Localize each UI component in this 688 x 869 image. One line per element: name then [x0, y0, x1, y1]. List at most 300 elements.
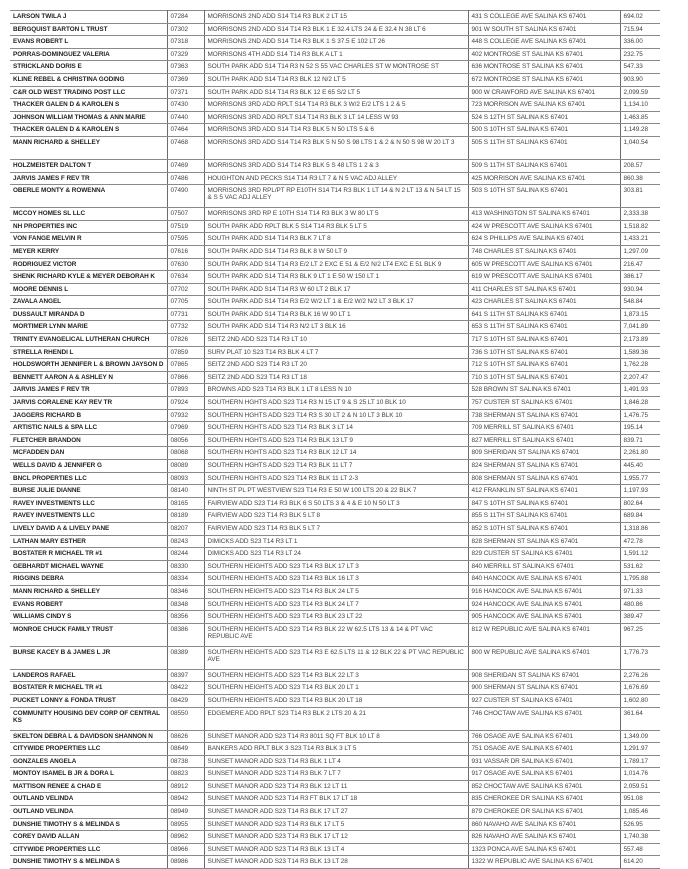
- amount-due: 2,333.38: [620, 208, 660, 221]
- legal-description: SOUTH PARK ADD S14 T14 R3 BLK 9 LT 1 E 50 W 150 LT 1: [204, 271, 468, 284]
- table-row: [10, 422, 660, 435]
- owner-name: C&R OLD WEST TRADING POST LLC: [10, 86, 167, 99]
- legal-description: SOUTHERN HGHTS ADD S23 T14 R3 BLK 11 LT 7: [204, 460, 468, 473]
- legal-description: FAIRVIEW ADD S23 T14 R3 BLK 5 LT 7: [204, 522, 468, 535]
- owner-name: CITYWIDE PROPERTIES LLC: [10, 743, 167, 756]
- table-row: [10, 730, 660, 743]
- owner-name: DUSSAULT MIRANDA D: [10, 308, 167, 321]
- property-address: 509 S 11TH ST SALINA KS 67401: [468, 159, 620, 172]
- table-row: [10, 36, 660, 49]
- owner-name: JAGGERS RICHARD B: [10, 409, 167, 422]
- owner-name: VON FANGE MELVIN R: [10, 233, 167, 246]
- parcel-number: 07440: [167, 111, 204, 124]
- legal-description: SOUTH PARK ADD S14 T14 R3 BLK 7 LT 8: [204, 233, 468, 246]
- amount-due: 1,776.73: [620, 646, 660, 669]
- amount-due: 2,173.89: [620, 334, 660, 347]
- property-address: 812 W REPUBLIC AVE SALINA KS 67401: [468, 623, 620, 646]
- table-row: [10, 818, 660, 831]
- amount-due: 1,134.10: [620, 99, 660, 112]
- property-address: 824 SHERMAN ST SALINA KS 67401: [468, 460, 620, 473]
- parcel-number: 07702: [167, 283, 204, 296]
- table-row: [10, 535, 660, 548]
- owner-name: BURSE JULIE DIANNE: [10, 485, 167, 498]
- legal-description: SUNSET MANOR ADD S23 T14 R3 BLK 17 LT 5: [204, 818, 468, 831]
- amount-due: 802.64: [620, 497, 660, 510]
- parcel-number: 08429: [167, 694, 204, 707]
- legal-description: SUNSET MANOR ADD S23 T14 R3 FT BLK 17 LT 18: [204, 793, 468, 806]
- property-address: 528 BROWN ST SALINA KS 67401: [468, 384, 620, 397]
- table-row: [10, 346, 660, 359]
- owner-name: JARVIS JAMES F REV TR: [10, 172, 167, 185]
- property-address: 425 MORRISON AVE SALINA KS 67401: [468, 172, 620, 185]
- parcel-number: 07705: [167, 296, 204, 309]
- owner-name: CITYWIDE PROPERTIES LLC: [10, 843, 167, 856]
- owner-name: ZAVALA ANGEL: [10, 296, 167, 309]
- amount-due: 1,873.15: [620, 308, 660, 321]
- amount-due: 1,846.28: [620, 397, 660, 410]
- parcel-number: 07363: [167, 61, 204, 74]
- owner-name: FLETCHER BRANDON: [10, 434, 167, 447]
- legal-description: SOUTHERN HEIGHTS ADD S23 T14 R3 BLK 20 LT 1: [204, 682, 468, 695]
- owner-name: JARVIS JAMES F REV TR: [10, 384, 167, 397]
- amount-due: 386.17: [620, 271, 660, 284]
- legal-description: SOUTHERN HGHTS ADD S23 T14 R3 N 15 LT 9 & S 25 LT 10 BLK 10: [204, 397, 468, 410]
- owner-name: MCFADDEN DAN: [10, 447, 167, 460]
- amount-due: 2,059.51: [620, 780, 660, 793]
- parcel-number: 08942: [167, 793, 204, 806]
- parcel-number: 08334: [167, 573, 204, 586]
- owner-name: JARVIS CORALENE KAY REV TR: [10, 397, 167, 410]
- table-row: [10, 611, 660, 624]
- owner-name: LIVELY DAVID A & LIVELY PANE: [10, 522, 167, 535]
- owner-name: COMMUNITY HOUSING DEV CORP OF CENTRAL KS: [10, 707, 167, 730]
- owner-name: KLINE REBEL & CHRISTINA GODING: [10, 73, 167, 86]
- property-address: 901 W SOUTH ST SALINA KS 67401: [468, 23, 620, 36]
- owner-name: MOORE DENNIS L: [10, 283, 167, 296]
- parcel-number: 08550: [167, 707, 204, 730]
- parcel-number: 08626: [167, 730, 204, 743]
- legal-description: SOUTHERN HGHTS ADD S23 T14 R3 BLK 13 LT 9: [204, 434, 468, 447]
- parcel-number: 08389: [167, 646, 204, 669]
- table-row: [10, 646, 660, 669]
- amount-due: 1,014.76: [620, 768, 660, 781]
- table-row: [10, 73, 660, 86]
- amount-due: 472.78: [620, 535, 660, 548]
- property-address: 423 CHARLES ST SALINA KS 67401: [468, 296, 620, 309]
- owner-name: JOHNSON WILLIAM THOMAS & ANN MARIE: [10, 111, 167, 124]
- property-address: 931 VASSAR DR SALINA KS 67401: [468, 755, 620, 768]
- owner-name: SKELTON DEBRA L & DAVIDSON SHANNON N: [10, 730, 167, 743]
- table-row: [10, 669, 660, 682]
- legal-description: MORRISONS 3RD ADD S14 T14 R3 BLK 5 N 50 LTS 5 & 6: [204, 124, 468, 137]
- parcel-number: 07486: [167, 172, 204, 185]
- owner-name: STRELLA RHENDI L: [10, 346, 167, 359]
- table-row: [10, 308, 660, 321]
- legal-description: SUNSET MANOR ADD S23 T14 R3 BLK 13 LT 4: [204, 843, 468, 856]
- property-address: 746 CHOCTAW AVE SALINA KS 67401: [468, 707, 620, 730]
- property-address: 503 S 10TH ST SALINA KS 67401: [468, 185, 620, 208]
- parcel-number: 07616: [167, 245, 204, 258]
- legal-description: SOUTHERN HEIGHTS ADD S23 T14 R3 BLK 23 LT 22: [204, 611, 468, 624]
- legal-description: SUNSET MANOR ADD S23 T14 R3 BLK 17 LT 27: [204, 806, 468, 819]
- owner-name: OBERLE MONTY & ROWENNA: [10, 185, 167, 208]
- amount-due: 548.84: [620, 296, 660, 309]
- legal-description: SOUTHERN HEIGHTS ADD S23 T14 R3 BLK 24 LT 7: [204, 598, 468, 611]
- owner-name: LARSON TWILA J: [10, 11, 167, 24]
- amount-due: 903.90: [620, 73, 660, 86]
- amount-due: 526.95: [620, 818, 660, 831]
- table-row: [10, 371, 660, 384]
- amount-due: 967.25: [620, 623, 660, 646]
- legal-description: FAIRVIEW ADD S23 T14 R3 BLK 5 LT 8: [204, 510, 468, 523]
- legal-description: MORRISONS 2ND ADD S14 T14 R3 BLK 2 LT 15: [204, 11, 468, 24]
- table-row: [10, 793, 660, 806]
- amount-due: 557.48: [620, 843, 660, 856]
- legal-description: SOUTHERN HEIGHTS ADD S23 T14 R3 E 62.5 LTS 11 & 12 BLK 22 & PT VAC REPUBLIC AVE: [204, 646, 468, 669]
- parcel-number: 07468: [167, 136, 204, 159]
- property-address: 1323 PONCA AVE SALINA KS 67401: [468, 843, 620, 856]
- table-row: [10, 86, 660, 99]
- property-address: 927 CUSTER ST SALINA KS 67401: [468, 694, 620, 707]
- parcel-number: 08738: [167, 755, 204, 768]
- legal-description: SOUTHERN HGHTS ADD S23 T14 R3 BLK 3 LT 14: [204, 422, 468, 435]
- parcel-number: 08207: [167, 522, 204, 535]
- property-address: 412 FRANKLIN ST SALINA KS 67401: [468, 485, 620, 498]
- legal-description: SOUTH PARK ADD RPLT BLK 5 S14 T14 R3 BLK 5 LT 5: [204, 220, 468, 233]
- legal-description: SOUTHERN HEIGHTS ADD S23 T14 R3 BLK 22 LT 3: [204, 669, 468, 682]
- legal-description: SEITZ 2ND ADD S23 T14 R3 LT 18: [204, 371, 468, 384]
- parcel-number: 08056: [167, 434, 204, 447]
- property-address: 879 CHEROKEE DR SALINA KS 67401: [468, 806, 620, 819]
- amount-due: 1,433.21: [620, 233, 660, 246]
- property-address: 710 S 10TH ST SALINA KS 67401: [468, 371, 620, 384]
- legal-description: SUNSET MANOR ADD S23 T14 R3 BLK 1 LT 4: [204, 755, 468, 768]
- parcel-number: 08949: [167, 806, 204, 819]
- property-address: 411 CHARLES ST SALINA KS 67401: [468, 283, 620, 296]
- legal-description: SOUTH PARK ADD S14 T14 R3 N 52 S 55 VAC CHARLES ST W MONTROSE ST: [204, 61, 468, 74]
- owner-name: THACKER GALEN D & KAROLEN S: [10, 124, 167, 137]
- owner-name: LATHAN MARY ESTHER: [10, 535, 167, 548]
- table-row: [10, 510, 660, 523]
- table-row: [10, 548, 660, 561]
- parcel-number: 08356: [167, 611, 204, 624]
- property-address: 757 CUSTER ST SALINA KS 67401: [468, 397, 620, 410]
- legal-description: BANKERS ADD RPLT BLK 3 S23 T14 R3 BLK 3 LT 5: [204, 743, 468, 756]
- table-row: [10, 434, 660, 447]
- legal-description: BROWNS ADD S23 T14 R3 BLK 1 LT 8 LESS N 10: [204, 384, 468, 397]
- owner-name: RAVEY INVESTMENTS LLC: [10, 497, 167, 510]
- table-row: [10, 694, 660, 707]
- table-row: [10, 136, 660, 159]
- amount-due: 1,291.97: [620, 743, 660, 756]
- amount-due: 1,040.54: [620, 136, 660, 159]
- amount-due: 689.84: [620, 510, 660, 523]
- owner-name: HOLDSWORTH JENNIFER L & BROWN JAYSON D: [10, 359, 167, 372]
- amount-due: 303.81: [620, 185, 660, 208]
- owner-name: WILLIAMS CINDY S: [10, 611, 167, 624]
- amount-due: 1,491.93: [620, 384, 660, 397]
- legal-description: SOUTH PARK ADD S14 T14 R3 E/2 LT 2 EXC E 51 & E/2 N/2 LT4 EXC E 51 BLK 9: [204, 258, 468, 271]
- parcel-number: 07634: [167, 271, 204, 284]
- legal-description: SOUTH PARK ADD S14 T14 R3 E/2 W/2 LT 1 & E/2 W/2 N/2 LT 3 BLK 17: [204, 296, 468, 309]
- table-row: [10, 755, 660, 768]
- property-address: 852 CHOCTAW AVE SALINA KS 67401: [468, 780, 620, 793]
- amount-due: 1,085.46: [620, 806, 660, 819]
- parcel-number: 07932: [167, 409, 204, 422]
- parcel-number: 08955: [167, 818, 204, 831]
- property-address: 852 S 10TH ST SALINA KS 67401: [468, 522, 620, 535]
- parcel-number: 07490: [167, 185, 204, 208]
- owner-name: MORTIMER LYNN MARIE: [10, 321, 167, 334]
- parcel-number: 08823: [167, 768, 204, 781]
- property-address: 500 S 10TH ST SALINA KS 67401: [468, 124, 620, 137]
- parcel-number: 08912: [167, 780, 204, 793]
- property-address: 605 W PRESCOTT AVE SALINA KS 67401: [468, 258, 620, 271]
- property-address: 826 NAVAHO AVE SALINA KS 67401: [468, 831, 620, 844]
- parcel-number: 08386: [167, 623, 204, 646]
- amount-due: 195.14: [620, 422, 660, 435]
- legal-description: MORRISONS 4TH ADD S14 T14 R3 BLK A LT 1: [204, 48, 468, 61]
- owner-name: RIGGINS DEBRA: [10, 573, 167, 586]
- property-address: 827 MERRILL ST SALINA KS 67401: [468, 434, 620, 447]
- amount-due: 445.40: [620, 460, 660, 473]
- table-row: [10, 598, 660, 611]
- parcel-number: 07630: [167, 258, 204, 271]
- amount-due: 232.75: [620, 48, 660, 61]
- legal-description: HOUGHTON AND PECKS S14 T14 R3 LT 7 & N 5 VAC ADJ ALLEY: [204, 172, 468, 185]
- property-address: 619 W PRESCOTT AVE SALINA KS 67401: [468, 271, 620, 284]
- table-row: [10, 522, 660, 535]
- table-row: [10, 682, 660, 695]
- legal-description: MORRISONS 3RD RPL/PT RP E10TH S14 T14 R3 BLK 1 LT 14 & N 2 LT 13 & N 54 LT 15 & S 5 VAC ADJ ALLEY: [204, 185, 468, 208]
- parcel-number: 08966: [167, 843, 204, 856]
- property-address: 808 SHERMAN ST SALINA KS 67401: [468, 472, 620, 485]
- owner-name: MONROE CHUCK FAMILY TRUST: [10, 623, 167, 646]
- table-row: [10, 856, 660, 869]
- parcel-number: 07284: [167, 11, 204, 24]
- owner-name: MCCOY HOMES SL LLC: [10, 208, 167, 221]
- table-row: [10, 283, 660, 296]
- property-address: 900 W CRAWFORD AVE SALINA KS 67401: [468, 86, 620, 99]
- amount-due: 1,591.12: [620, 548, 660, 561]
- property-address: 917 OSAGE AVE SALINA KS 67401: [468, 768, 620, 781]
- table-row: [10, 485, 660, 498]
- property-address: 916 HANCOCK AVE SALINA KS 67401: [468, 585, 620, 598]
- property-address: 424 W PRESCOTT AVE SALINA KS 67401: [468, 220, 620, 233]
- parcel-number: 07430: [167, 99, 204, 112]
- amount-due: 547.33: [620, 61, 660, 74]
- owner-name: PORRAS-DOMINGUEZ VALERIA: [10, 48, 167, 61]
- owner-name: RAVEY INVESTMENTS LLC: [10, 510, 167, 523]
- amount-due: 389.47: [620, 611, 660, 624]
- property-address: 413 WASHINGTON ST SALINA KS 67401: [468, 208, 620, 221]
- owner-name: MATTISON RENEE & CHAD E: [10, 780, 167, 793]
- legal-description: SUNSET MANOR ADD S23 T14 R3 8011 SQ FT BLK 10 LT 8: [204, 730, 468, 743]
- owner-name: RODRIGUEZ VICTOR: [10, 258, 167, 271]
- parcel-number: 08422: [167, 682, 204, 695]
- parcel-number: 08986: [167, 856, 204, 869]
- table-row: [10, 334, 660, 347]
- property-address: 835 CHEROKEE DR SALINA KS 67401: [468, 793, 620, 806]
- table-row: [10, 397, 660, 410]
- table-row: [10, 460, 660, 473]
- table-row: [10, 843, 660, 856]
- amount-due: 715.94: [620, 23, 660, 36]
- amount-due: 2,276.26: [620, 669, 660, 682]
- legal-description: MORRISONS 3RD ADD RPLT S14 T14 R3 BLK 3 W/2 E/2 LTS 1 2 & 5: [204, 99, 468, 112]
- table-row: [10, 48, 660, 61]
- legal-description: MORRISONS 3RD ADD RPLT S14 T14 R3 BLK 3 LT 14 LESS W 93: [204, 111, 468, 124]
- parcel-number: 08330: [167, 560, 204, 573]
- table-row: [10, 296, 660, 309]
- parcel-number: 07329: [167, 48, 204, 61]
- owner-name: PUCKET LONNY & FONDA TRUST: [10, 694, 167, 707]
- owner-name: STRICKLAND DORIS E: [10, 61, 167, 74]
- property-tax-table: [10, 10, 660, 869]
- parcel-number: 08348: [167, 598, 204, 611]
- owner-name: COREY DAVID ALLAN: [10, 831, 167, 844]
- parcel-number: 07302: [167, 23, 204, 36]
- table-row: [10, 61, 660, 74]
- table-row: [10, 384, 660, 397]
- parcel-number: 07318: [167, 36, 204, 49]
- legal-description: SOUTHERN HEIGHTS ADD S23 T14 R3 BLK 22 W 62.5 LTS 13 & 14 & PT VAC REPUBLIC AVE: [204, 623, 468, 646]
- table-row: [10, 159, 660, 172]
- table-row: [10, 99, 660, 112]
- amount-due: 1,197.93: [620, 485, 660, 498]
- table-row: [10, 707, 660, 730]
- amount-due: 971.33: [620, 585, 660, 598]
- property-address: 736 S 10TH ST SALINA KS 67401: [468, 346, 620, 359]
- owner-name: NH PROPERTIES INC: [10, 220, 167, 233]
- owner-name: MANN RICHARD & SHELLEY: [10, 136, 167, 159]
- amount-due: 1,318.86: [620, 522, 660, 535]
- table-row: [10, 780, 660, 793]
- owner-name: GEBHARDT MICHAEL WAYNE: [10, 560, 167, 573]
- legal-description: NINTH ST PL PT WESTVIEW S23 T14 R3 E 50 W 100 LTS 20 & 22 BLK 7: [204, 485, 468, 498]
- parcel-number: 08093: [167, 472, 204, 485]
- property-address: 828 SHERMAN ST SALINA KS 67401: [468, 535, 620, 548]
- legal-description: FAIRVIEW ADD S23 T14 R3 BLK 6 S 50 LTS 3 & 4 & E 10 N 50 LT 3: [204, 497, 468, 510]
- legal-description: SOUTH PARK ADD S14 T14 R3 BLK 8 W 50 LT 9: [204, 245, 468, 258]
- legal-description: MORRISONS 3RD ADD S14 T14 R3 BLK 5 S 48 LTS 1 2 & 3: [204, 159, 468, 172]
- parcel-number: 07519: [167, 220, 204, 233]
- parcel-number: 08346: [167, 585, 204, 598]
- amount-due: 860.38: [620, 172, 660, 185]
- amount-due: 336.00: [620, 36, 660, 49]
- legal-description: MORRISONS 2ND ADD S14 T14 R3 BLK 1 E 32.4 LTS 24 & E 32.4 N 38 LT 6: [204, 23, 468, 36]
- parcel-number: 07507: [167, 208, 204, 221]
- table-row: [10, 359, 660, 372]
- amount-due: 1,297.09: [620, 245, 660, 258]
- legal-description: MORRISONS 2ND ADD S14 T14 R3 BLK 1 S 37.5 E 102 LT 26: [204, 36, 468, 49]
- amount-due: 614.20: [620, 856, 660, 869]
- parcel-number: 08189: [167, 510, 204, 523]
- property-address: 905 HANCOCK AVE SALINA KS 67401: [468, 611, 620, 624]
- table-row: [10, 472, 660, 485]
- amount-due: 694.02: [620, 11, 660, 24]
- parcel-number: 08962: [167, 831, 204, 844]
- owner-name: MEYER KERRY: [10, 245, 167, 258]
- property-address: 924 HANCOCK AVE SALINA KS 67401: [468, 598, 620, 611]
- amount-due: 1,349.09: [620, 730, 660, 743]
- amount-due: 1,602.80: [620, 694, 660, 707]
- table-row: [10, 185, 660, 208]
- amount-due: 208.57: [620, 159, 660, 172]
- property-address: 847 S 10TH ST SALINA KS 67401: [468, 497, 620, 510]
- owner-name: TRINITY EVANGELICAL LUTHERAN CHURCH: [10, 334, 167, 347]
- legal-description: SOUTHERN HEIGHTS ADD S23 T14 R3 BLK 16 LT 3: [204, 573, 468, 586]
- parcel-number: 08140: [167, 485, 204, 498]
- legal-description: SUNSET MANOR ADD S23 T14 R3 BLK 17 LT 12: [204, 831, 468, 844]
- table-row: [10, 245, 660, 258]
- legal-description: SOUTHERN HGHTS ADD S23 T14 R3 S 30 LT 2 & N 10 LT 3 BLK 10: [204, 409, 468, 422]
- table-row: [10, 806, 660, 819]
- parcel-number: 07464: [167, 124, 204, 137]
- owner-name: OUTLAND VELINDA: [10, 793, 167, 806]
- owner-name: ARTISTIC NAILS & SPA LLC: [10, 422, 167, 435]
- parcel-number: 07371: [167, 86, 204, 99]
- parcel-number: 08165: [167, 497, 204, 510]
- amount-due: 930.94: [620, 283, 660, 296]
- amount-due: 1,795.88: [620, 573, 660, 586]
- parcel-number: 07826: [167, 334, 204, 347]
- owner-name: BOSTATER R MICHAEL TR #1: [10, 548, 167, 561]
- legal-description: SOUTH PARK ADD S14 T14 R3 BLK 16 W 90 LT 1: [204, 308, 468, 321]
- property-address: 748 CHARLES ST SALINA KS 67401: [468, 245, 620, 258]
- legal-description: SOUTH PARK ADD S14 T14 R3 N/2 LT 3 BLK 16: [204, 321, 468, 334]
- legal-description: DIMICKS ADD S23 T14 R3 LT 1: [204, 535, 468, 548]
- amount-due: 2,099.59: [620, 86, 660, 99]
- table-row: [10, 23, 660, 36]
- property-address: 809 SHERIDAN ST SALINA KS 67401: [468, 447, 620, 460]
- owner-name: SHENK RICHARD KYLE & MEYER DEBORAH K: [10, 271, 167, 284]
- parcel-number: 07969: [167, 422, 204, 435]
- table-row: [10, 623, 660, 646]
- parcel-number: 08244: [167, 548, 204, 561]
- property-address: 900 SHERMAN ST SALINA KS 67401: [468, 682, 620, 695]
- table-row: [10, 258, 660, 271]
- table-row: [10, 111, 660, 124]
- property-address: 840 MERRILL ST SALINA KS 67401: [468, 560, 620, 573]
- amount-due: 7,041.89: [620, 321, 660, 334]
- amount-due: 1,463.85: [620, 111, 660, 124]
- owner-name: DUNSHIE TIMOTHY S & MELINDA S: [10, 818, 167, 831]
- owner-name: BNCL PROPERTIES LLC: [10, 472, 167, 485]
- amount-due: 1,789.17: [620, 755, 660, 768]
- amount-due: 480.86: [620, 598, 660, 611]
- table-row: [10, 208, 660, 221]
- legal-description: EDGEMERE ADD RPLT S23 T14 R3 BLK 2 LTS 20 & 21: [204, 707, 468, 730]
- property-address: 641 S 11TH ST SALINA KS 67401: [468, 308, 620, 321]
- property-address: 402 MONTROSE ST SALINA KS 67401: [468, 48, 620, 61]
- parcel-number: 07369: [167, 73, 204, 86]
- parcel-number: 07732: [167, 321, 204, 334]
- table-row: [10, 743, 660, 756]
- amount-due: 1,762.28: [620, 359, 660, 372]
- legal-description: SOUTHERN HGHTS ADD S23 T14 R3 BLK 12 LT 14: [204, 447, 468, 460]
- property-address: 738 SHERMAN ST SALINA KS 67401: [468, 409, 620, 422]
- parcel-number: 07731: [167, 308, 204, 321]
- property-address: 431 S COLLEGE AVE SALINA KS 67401: [468, 11, 620, 24]
- table-row: [10, 447, 660, 460]
- owner-name: BURSE KACEY B & JAMES L JR: [10, 646, 167, 669]
- legal-description: SOUTH PARK ADD S14 T14 R3 W 60 LT 2 BLK 17: [204, 283, 468, 296]
- legal-description: SOUTH PARK ADD S14 T14 R3 BLK 12 E 65 S/2 LT 5: [204, 86, 468, 99]
- table-row: [10, 497, 660, 510]
- amount-due: 1,149.28: [620, 124, 660, 137]
- owner-name: BENNETT AARON A & ASHLEY N: [10, 371, 167, 384]
